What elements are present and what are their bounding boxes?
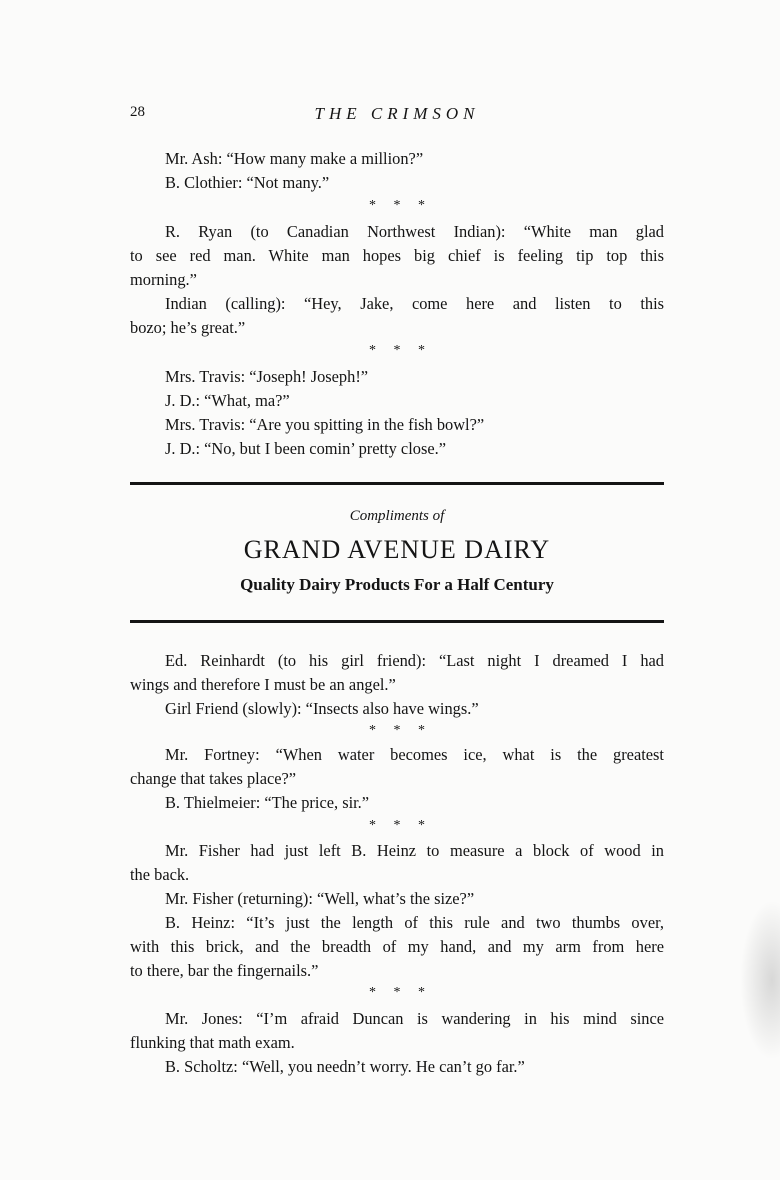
running-head [130, 104, 664, 128]
joke-line: flunking that math exam. [130, 1033, 295, 1052]
joke-line: Mrs. Travis: “Joseph! Joseph!” [165, 367, 369, 386]
ad-compliments: Compliments of [349, 508, 445, 524]
joke-line: Girl Friend (slowly): “Insects also have wings.” [165, 699, 479, 718]
section-separator: * * * [369, 985, 425, 1000]
journal-title: THE CRIMSON [314, 104, 480, 123]
scan-smudge [740, 900, 780, 1060]
joke-line: change that takes place?” [130, 769, 297, 788]
joke-line: Ed. Reinhardt (to his girl friend): “Last night I dreamed I had [165, 651, 664, 670]
joke-line: to see red man. White man hopes big chief is feeling tip top this [130, 246, 664, 265]
joke-line: Mr. Fisher had just left B. Heinz to measure a block of wood in [165, 841, 664, 860]
joke-line: B. Heinz: “It’s just the length of this rule and two thumbs over, [165, 913, 664, 932]
joke-line: Mrs. Travis: “Are you spitting in the fish bowl?” [165, 415, 485, 434]
joke-line: Mr. Fisher (returning): “Well, what’s the size?” [165, 889, 475, 908]
joke-line: Mr. Jones: “I’m afraid Duncan is wandering in his mind since [165, 1009, 664, 1028]
joke-line: Mr. Ash: “How many make a million?” [165, 149, 424, 168]
joke-line: the back. [130, 865, 190, 884]
joke-line: Indian (calling): “Hey, Jake, come here and listen to this [165, 294, 664, 313]
section-separator: * * * [369, 343, 425, 358]
joke-line: B. Clothier: “Not many.” [165, 173, 330, 192]
joke-line: J. D.: “What, ma?” [165, 391, 290, 410]
section-separator: * * * [369, 723, 425, 738]
section-separator: * * * [369, 818, 425, 833]
joke-line: to there, bar the fingernails.” [130, 961, 319, 980]
joke-line: Mr. Fortney: “When water becomes ice, what is the greatest [165, 745, 664, 764]
ad-tagline: Quality Dairy Products For a Half Century [240, 575, 554, 594]
ad-top-rule [130, 482, 664, 485]
joke-line: wings and therefore I must be an angel.” [130, 675, 396, 694]
ad-business-name: GRAND AVENUE DAIRY [243, 535, 551, 564]
joke-line: J. D.: “No, but I been comin’ pretty close.” [165, 439, 446, 458]
joke-line: with this brick, and the breadth of my hand, and my arm from here [130, 937, 664, 956]
joke-line: B. Thielmeier: “The price, sir.” [165, 793, 370, 812]
joke-line: R. Ryan (to Canadian Northwest Indian): “White man glad [165, 222, 664, 241]
joke-line: B. Scholtz: “Well, you needn’t worry. He can’t go far.” [165, 1057, 525, 1076]
ad-bottom-rule [130, 620, 664, 623]
joke-line: bozo; he’s great.” [130, 318, 246, 337]
section-separator: * * * [369, 198, 425, 213]
joke-line: morning.” [130, 270, 197, 289]
page-number: 28 [130, 104, 145, 120]
